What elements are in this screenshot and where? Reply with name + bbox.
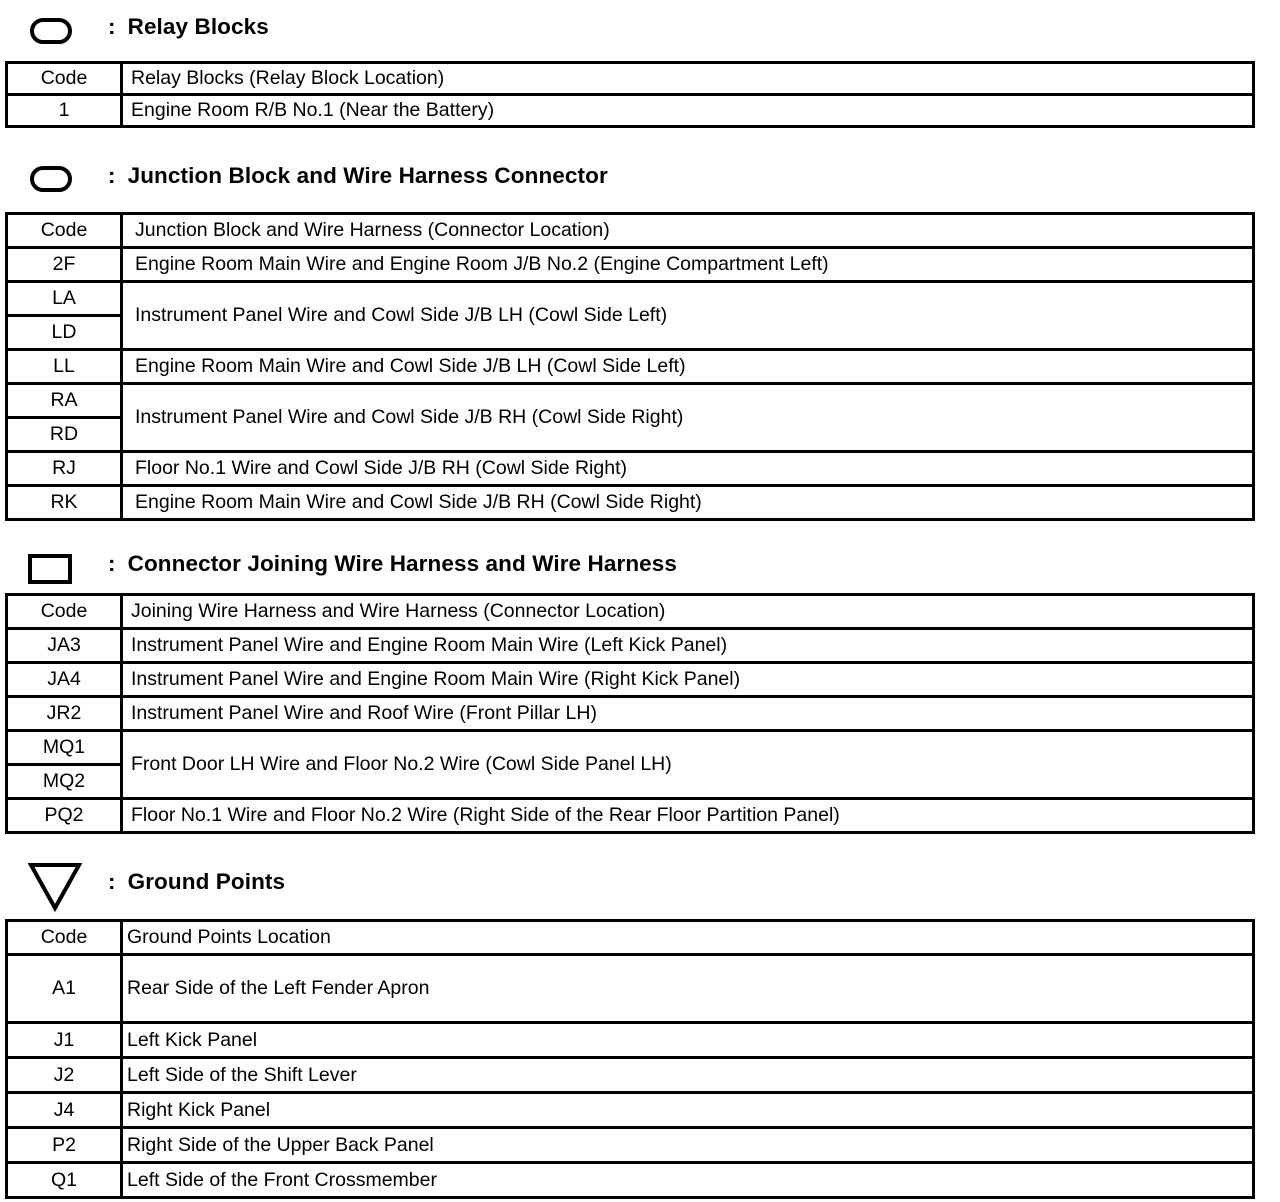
- code-cell: MQ2: [7, 765, 122, 799]
- code-cell: LL: [7, 350, 122, 384]
- code-cell: JA3: [7, 629, 122, 663]
- relay-blocks-heading: [0, 8, 1280, 48]
- desc-cell: Engine Room Main Wire and Cowl Side J/B RH (Cowl Side Right): [122, 486, 1254, 520]
- header-code: Code: [7, 214, 122, 248]
- code-cell: A1: [7, 955, 122, 1023]
- relay-blocks-table: [5, 61, 1255, 128]
- desc-cell: Engine Room R/B No.1 (Near the Battery): [122, 95, 1254, 127]
- code-cell: J1: [7, 1023, 122, 1058]
- table-header-row: [7, 595, 1254, 629]
- table-row: [7, 697, 1254, 731]
- header-code: Code: [7, 595, 122, 629]
- desc-cell: Floor No.1 Wire and Floor No.2 Wire (Right Side of the Rear Floor Partition Panel): [122, 799, 1254, 833]
- code-cell: JR2: [7, 697, 122, 731]
- ground-points-title: Ground Points: [127, 869, 286, 894]
- desc-cell: Instrument Panel Wire and Cowl Side J/B RH (Cowl Side Right): [122, 384, 1254, 452]
- desc-cell: Instrument Panel Wire and Engine Room Main Wire (Left Kick Panel): [122, 629, 1254, 663]
- header-code: Code: [7, 921, 122, 955]
- code-cell: RK: [7, 486, 122, 520]
- heading-colon: :: [108, 869, 116, 894]
- table-row: [7, 350, 1254, 384]
- table-row: [7, 1058, 1254, 1093]
- heading-colon: :: [108, 551, 116, 576]
- junction-block-heading: [0, 156, 1280, 196]
- relay-blocks-title: Relay Blocks: [127, 14, 269, 39]
- table-row: [7, 1163, 1254, 1198]
- header-desc: Ground Points Location: [122, 921, 1254, 955]
- table-row: [7, 731, 1254, 765]
- desc-cell: Instrument Panel Wire and Engine Room Main Wire (Right Kick Panel): [122, 663, 1254, 697]
- ground-points-table: [5, 919, 1255, 1199]
- table-row: [7, 955, 1254, 1023]
- table-header-row: [7, 214, 1254, 248]
- table-header-row: [7, 63, 1254, 95]
- header-desc: Joining Wire Harness and Wire Harness (Connector Location): [122, 595, 1254, 629]
- desc-cell: Engine Room Main Wire and Cowl Side J/B LH (Cowl Side Left): [122, 350, 1254, 384]
- desc-cell: Left Kick Panel: [122, 1023, 1254, 1058]
- desc-cell: Engine Room Main Wire and Engine Room J/B No.2 (Engine Compartment Left): [122, 248, 1254, 282]
- code-cell: LA: [7, 282, 122, 316]
- code-cell: 2F: [7, 248, 122, 282]
- heading-colon: :: [108, 163, 116, 188]
- table-row: [7, 384, 1254, 418]
- code-cell: 1: [7, 95, 122, 127]
- table-row: [7, 663, 1254, 697]
- code-cell: LD: [7, 316, 122, 350]
- code-cell: RA: [7, 384, 122, 418]
- ground-triangle-icon: [28, 862, 82, 912]
- table-row: [7, 629, 1254, 663]
- code-cell: Q1: [7, 1163, 122, 1198]
- table-header-row: [7, 921, 1254, 955]
- header-desc: Relay Blocks (Relay Block Location): [122, 63, 1254, 95]
- code-cell: J4: [7, 1093, 122, 1128]
- desc-cell: Left Side of the Shift Lever: [122, 1058, 1254, 1093]
- code-cell: P2: [7, 1128, 122, 1163]
- table-row: [7, 248, 1254, 282]
- joining-connector-table: [5, 593, 1255, 834]
- rounded-rectangle-icon: [30, 166, 72, 192]
- desc-cell: Instrument Panel Wire and Roof Wire (Front Pillar LH): [122, 697, 1254, 731]
- table-row: [7, 1093, 1254, 1128]
- rounded-rectangle-icon: [30, 18, 72, 44]
- table-row: [7, 799, 1254, 833]
- header-code: Code: [7, 63, 122, 95]
- code-cell: RJ: [7, 452, 122, 486]
- desc-cell: Rear Side of the Left Fender Apron: [122, 955, 1254, 1023]
- junction-block-table: [5, 212, 1255, 521]
- code-cell: MQ1: [7, 731, 122, 765]
- desc-cell: Left Side of the Front Crossmember: [122, 1163, 1254, 1198]
- table-row: [7, 452, 1254, 486]
- table-row: [7, 486, 1254, 520]
- code-cell: J2: [7, 1058, 122, 1093]
- desc-cell: Floor No.1 Wire and Cowl Side J/B RH (Cowl Side Right): [122, 452, 1254, 486]
- table-row: [7, 282, 1254, 316]
- desc-cell: Right Side of the Upper Back Panel: [122, 1128, 1254, 1163]
- joining-connector-heading: [0, 544, 1280, 584]
- table-row: [7, 95, 1254, 127]
- ground-points-heading: [0, 858, 1280, 898]
- header-desc: Junction Block and Wire Harness (Connector Location): [122, 214, 1254, 248]
- table-row: [7, 1023, 1254, 1058]
- code-cell: JA4: [7, 663, 122, 697]
- square-icon: [28, 554, 72, 584]
- desc-cell: Right Kick Panel: [122, 1093, 1254, 1128]
- code-cell: PQ2: [7, 799, 122, 833]
- joining-connector-title: Connector Joining Wire Harness and Wire Harness: [127, 551, 678, 576]
- heading-colon: :: [108, 14, 116, 39]
- code-cell: RD: [7, 418, 122, 452]
- table-row: [7, 1128, 1254, 1163]
- junction-block-title: Junction Block and Wire Harness Connector: [127, 163, 608, 188]
- desc-cell: Instrument Panel Wire and Cowl Side J/B LH (Cowl Side Left): [122, 282, 1254, 350]
- desc-cell: Front Door LH Wire and Floor No.2 Wire (Cowl Side Panel LH): [122, 731, 1254, 799]
